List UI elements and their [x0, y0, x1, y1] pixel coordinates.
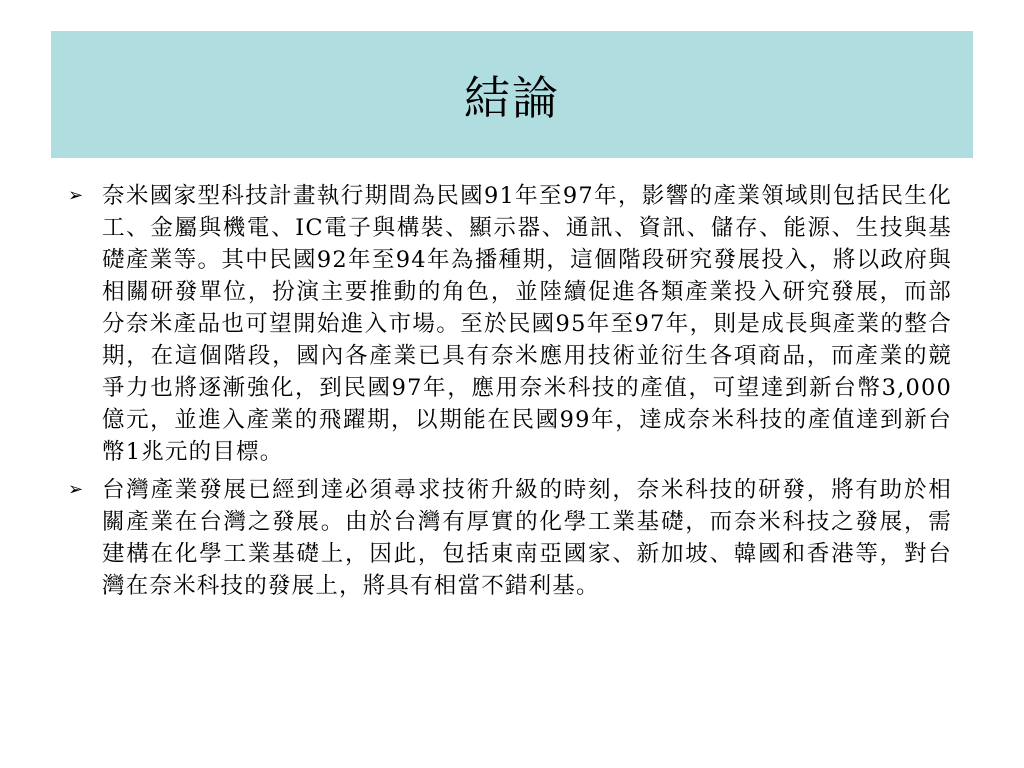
bullet-item-2 [66, 474, 952, 602]
arrow-bullet-icon: ➢ [68, 185, 85, 206]
title-banner [51, 31, 973, 158]
bullet-item-1 [66, 180, 952, 468]
bullet-list [66, 180, 952, 608]
slide-title: 結論 [464, 70, 560, 125]
bullet-text-1: 奈米國家型科技計畫執行期間為民國91年至97年，影響的產業領域則包括民生化工、金屬與機電、IC電子與構裝、顯示器、通訊、資訊、儲存、能源、生技與基礎產業等。其中民國92年至94年為播種期，這個階段研究發展投入，將以政府與相關研發單位，扮演主要推動的角色，並陸續促進各類產業投入研究發展，而部分奈米產品也可望開始進入市場。至於民國95年至97年，則是成長與產業的整合期，在這個階段，國內各產業已具有奈米應用技術並衍生各項商品，而產業的競爭力也將逐漸強化，到民國97年，應用奈米科技的產值，可望達到新台幣3,000億元，並進入產業的飛躍期，以期能在民國99年，達成奈米科技的產值達到新台幣1兆元的目標。 [102, 183, 952, 465]
bullet-text-2: 台灣產業發展已經到達必須尋求技術升級的時刻，奈米科技的研發，將有助於相關產業在台灣之發展。由於台灣有厚實的化學工業基礎，而奈米科技之發展，需建構在化學工業基礎上，因此，包括東南亞國家、新加坡、韓國和香港等，對台灣在奈米科技的發展上，將具有相當不錯利基。 [102, 477, 952, 599]
arrow-bullet-icon: ➢ [68, 479, 85, 500]
